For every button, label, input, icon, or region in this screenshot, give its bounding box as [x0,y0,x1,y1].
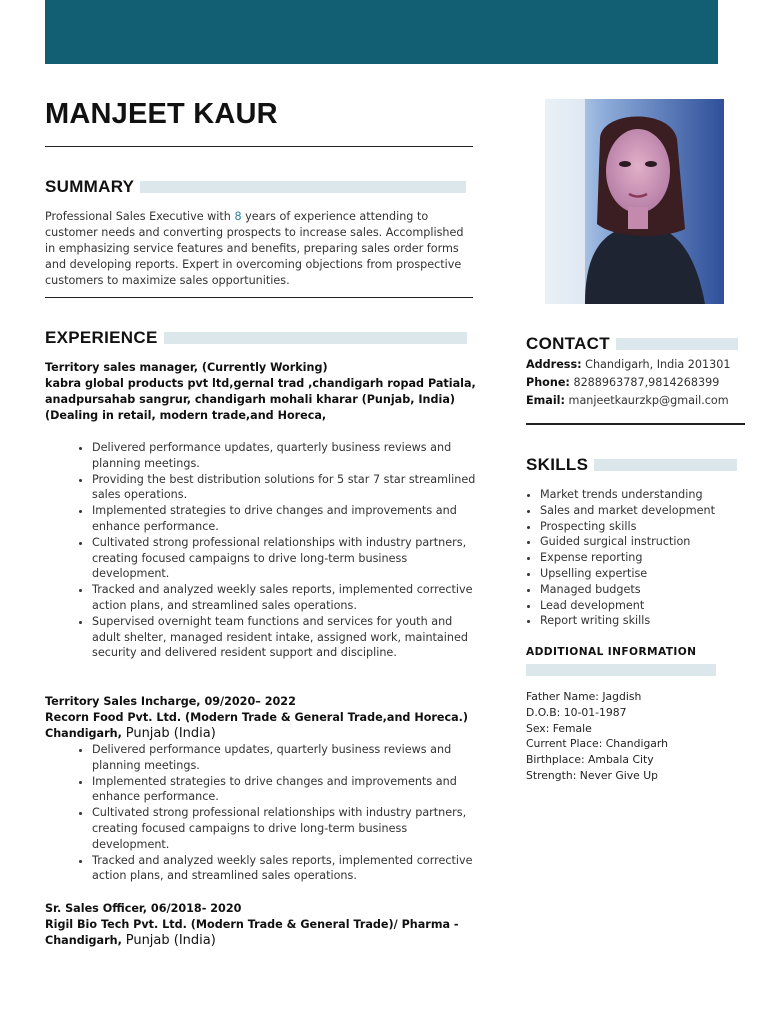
email-label: Email: [526,394,565,407]
summary-heading-bar [140,181,466,193]
job-entry [45,694,477,884]
additional-info-item: Father Name: Jagdish [526,690,642,703]
job-title: Territory Sales Incharge, 09/2020– 2022 [45,695,296,708]
skills-list [526,487,715,629]
skills-heading [526,455,737,475]
job-location [45,726,477,742]
job-bullet: • Implemented strategies to drive changes and improvements and enhance performance. [92,774,477,806]
summary-divider [45,297,473,298]
additional-info-item: Strength: Never Give Up [526,768,658,782]
contact-title: CONTACT [526,334,610,353]
name-divider [45,146,473,147]
summary-text-end: years of experience attending to customer needs and converting prospects to increase sales. Accomplished in emphasizing service features and benefits, preparing sales order forms and developing reports. Expert in overcoming objections from prospective customers to maximize sales opportunities. [45,210,464,287]
job-bullet: • Delivered performance updates, quarterly business reviews and planning meetings. [92,742,477,774]
experience-heading-bar [164,332,467,344]
job-bullet: • Cultivated strong professional relationships with industry partners, creating focused campaigns to drive long-term business development. [92,535,477,582]
contact-divider [526,423,745,425]
skills-heading-bar [594,459,737,471]
job-bullet: • Tracked and analyzed weekly sales reports, implemented corrective action plans, and streamlined sales operations. [92,853,477,885]
summary-heading [45,177,466,197]
contact-heading-bar [616,338,738,350]
candidate-name: MANJEET KAUR [45,98,278,130]
summary-text [45,209,475,289]
additional-info-item: D.O.B: 10-01-1987 [526,705,627,719]
summary-text-start: Professional Sales Executive with [45,210,235,223]
job-bullets [45,742,477,884]
job-company: Rigil Bio Tech Pvt. Ltd. (Modern Trade & General Trade)/ Pharma - [45,918,459,931]
contact-phone [526,375,719,391]
skill-item: • Lead development [540,598,715,614]
job-bullets [45,440,477,661]
phone-label: Phone: [526,376,570,389]
job-company: Recorn Food Pvt. Ltd. (Modern Trade & General Trade,and Horeca.) [45,711,469,724]
job-bullet: • Implemented strategies to drive changes and improvements and enhance performance. [92,503,477,535]
header-band [45,0,718,64]
skill-item: • Prospecting skills [540,519,715,535]
job-bullet: • Cultivated strong professional relationships with industry partners, creating focused campaigns to drive long-term business development. [92,805,477,852]
skill-item: • Sales and market development [540,503,715,519]
experience-title: EXPERIENCE [45,328,158,347]
email-value: manjeetkaurzkp@gmail.com [565,394,729,407]
skill-item: • Report writing skills [540,613,715,629]
skills-title: SKILLS [526,455,589,474]
contact-heading [526,334,738,354]
skill-item: • Market trends understanding [540,487,715,503]
skill-item: • Expense reporting [540,550,715,566]
job-location-state: Punjab (India) [125,933,216,948]
skill-item: • Upselling expertise [540,566,715,582]
job-bullet: • Delivered performance updates, quarterly business reviews and planning meetings. [92,440,477,472]
summary-years: 8 [234,210,242,223]
job-company: kabra global products pvt ltd,gernal trad ,chandigarh ropad Patiala, anadpursahab sangrur, chandigarh mohali kharar (Punjab, India)(Dealing in retail, modern trade,and Horeca, [45,377,476,422]
contact-email [526,393,729,409]
additional-info-list [526,689,668,784]
job-bullet: • Supervised overnight team functions and services for youth and adult shelter, managed resident intake, assigned work, maintained security and delivered resident support and discipline. [92,614,477,661]
job-entry [45,360,477,661]
additional-info-title: ADDITIONAL INFORMATION [526,646,697,658]
job-location [45,933,477,949]
contact-address [526,357,730,373]
job-title: Sr. Sales Officer, 06/2018- 2020 [45,902,242,915]
job-location-state: Punjab (India) [125,726,216,741]
experience-heading [45,328,467,348]
additional-info-bar [526,664,716,676]
job-bullet: • Providing the best distribution solutions for 5 star 7 star streamlined sales operations. [92,472,477,504]
address-label: Address: [526,358,582,371]
address-value: Chandigarh, India 201301 [581,358,731,371]
additional-info-item: Birthplace: Ambala City [526,753,654,767]
skill-item: • Guided surgical instruction [540,534,715,550]
job-title: Territory sales manager, (Currently Working) [45,361,328,374]
additional-info-item: Current Place: Chandigarh [526,737,669,751]
job-entry [45,901,477,949]
job-location-city: Chandigarh, [45,727,126,740]
additional-info-item: Sex: Female [526,721,592,735]
profile-photo [545,99,724,304]
phone-value: 8288963787,9814268399 [569,376,720,389]
skill-item: • Managed budgets [540,582,715,598]
summary-title: SUMMARY [45,177,135,196]
job-bullet: • Tracked and analyzed weekly sales reports, implemented corrective action plans, and streamlined sales operations. [92,582,477,614]
job-location-city: Chandigarh, [45,934,126,947]
